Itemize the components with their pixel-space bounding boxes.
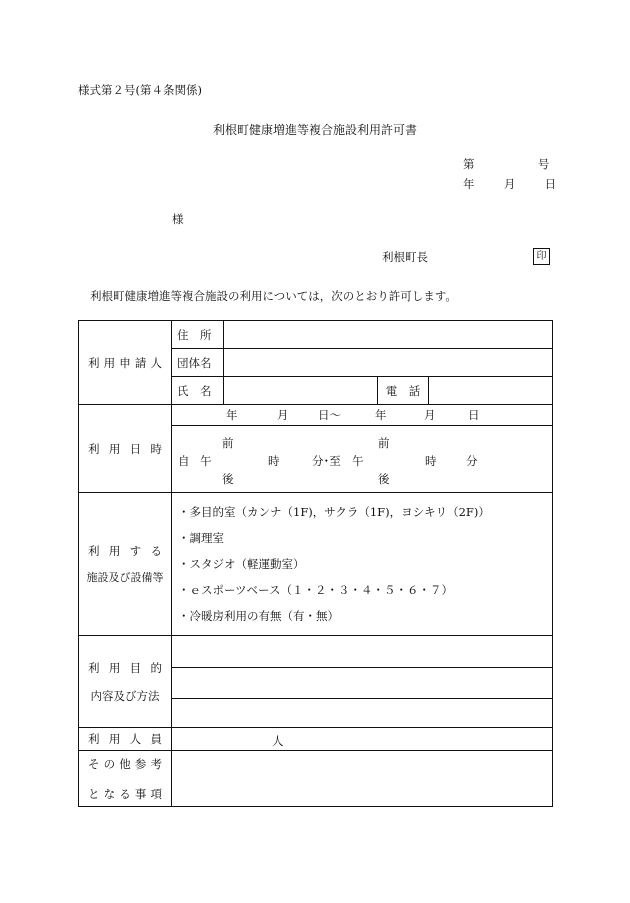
users-unit: 人	[272, 734, 284, 748]
date-day-2: 日	[468, 408, 480, 422]
purpose-label-cell: 利 用 目 的 内容及び方法	[79, 636, 172, 728]
permit-number-line	[463, 156, 549, 172]
facility-option-studio[interactable]: ・スタジオ（軽運動室）	[178, 557, 305, 571]
issuer-mayor: 利根町長	[382, 250, 428, 264]
group-name-field[interactable]	[224, 349, 553, 377]
recipient-honorific: 様	[172, 212, 184, 226]
address-label: 住 所	[172, 321, 224, 349]
date-year-2: 年	[375, 408, 387, 422]
facility-option-esports[interactable]: ・ｅスポーツベース（１・２・３・４・５・６・７）	[178, 583, 453, 597]
users-label-cell: 利 用 人 員	[79, 728, 172, 751]
issue-date-line	[463, 176, 556, 192]
seal-mark: 印	[533, 248, 550, 265]
usage-datetime-label-cell: 利 用 日 時	[79, 405, 172, 493]
address-field[interactable]	[224, 321, 553, 349]
date-year: 年	[463, 177, 475, 191]
permit-form-table	[78, 320, 553, 807]
usage-time-field[interactable]: 前 自 午 後 時 分･至 午 前 後 時 分	[172, 426, 553, 493]
date-year-1: 年	[226, 408, 238, 422]
other-notes-label-cell: そ の 他 参 考 と な る 事 項	[79, 751, 172, 807]
group-name-label: 団体名	[172, 349, 224, 377]
form-number-label: 様式第２号(第４条関係)	[78, 83, 202, 97]
date-day: 日	[544, 177, 557, 191]
facility-list	[172, 493, 553, 636]
number-suffix: 号	[537, 157, 550, 171]
name-label: 氏 名	[172, 377, 224, 405]
facility-option-kitchen[interactable]: ・調理室	[178, 531, 224, 545]
usage-date-field[interactable]	[172, 405, 553, 426]
users-count-field[interactable]	[172, 728, 553, 751]
name-field[interactable]	[224, 377, 378, 405]
facility-option-multipurpose[interactable]: ・多目的室（カンナ（1F)，サクラ（1F)，ヨシキリ（2F)）	[178, 505, 490, 519]
date-month-1: 月	[277, 408, 289, 422]
purpose-field[interactable]	[172, 636, 553, 728]
date-day-1: 日〜	[318, 408, 341, 422]
number-prefix: 第	[463, 157, 475, 171]
phone-label: 電 話	[378, 377, 429, 405]
intro-text: 利根町健康増進等複合施設の利用については，次のとおり許可します。	[90, 289, 457, 303]
other-notes-field[interactable]	[172, 751, 553, 807]
facility-option-aircon[interactable]: ・冷暖房利用の有無（有・無）	[178, 609, 339, 623]
applicant-label-cell: 利 用 申 請 人	[79, 321, 172, 405]
date-month: 月	[503, 177, 516, 191]
facility-label-cell: 利 用 す る 施設及び設備等	[79, 493, 172, 636]
date-month-2: 月	[424, 408, 436, 422]
phone-field[interactable]	[429, 377, 553, 405]
document-title: 利根町健康増進等複合施設利用許可書	[212, 123, 417, 137]
